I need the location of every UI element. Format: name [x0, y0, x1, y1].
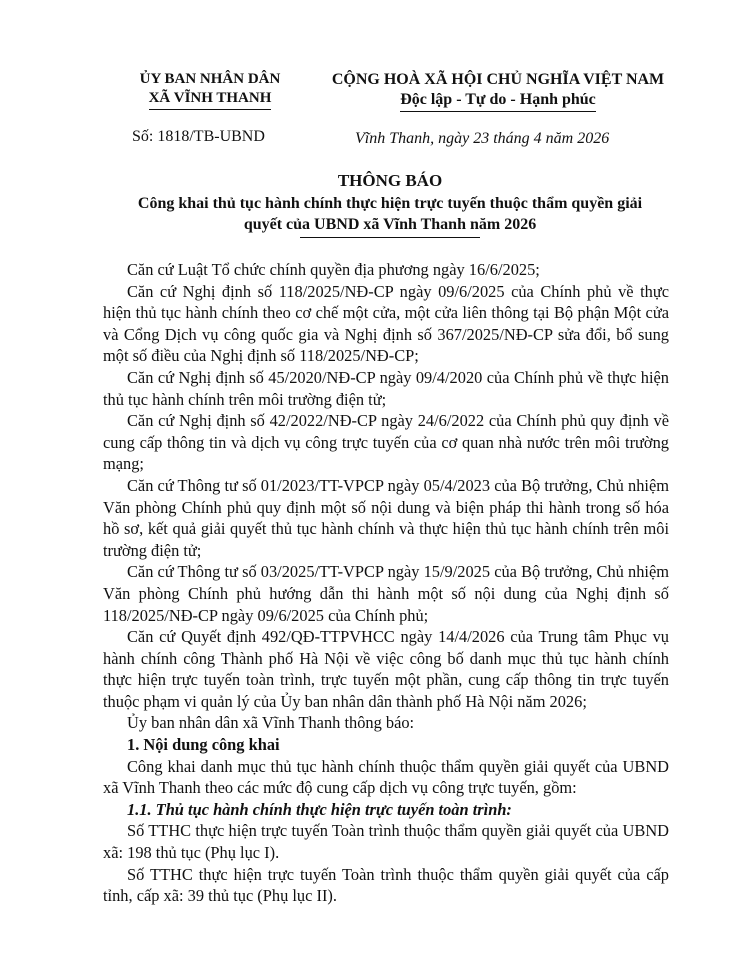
- national-header: [318, 70, 678, 112]
- paragraph: Ủy ban nhân dân xã Vĩnh Thanh thông báo:: [127, 713, 415, 733]
- document-subtitle: [100, 193, 680, 235]
- agency-line-1: ỦY BAN NHÂN DÂN: [139, 71, 281, 87]
- country-name: CỘNG HOÀ XÃ HỘI CHỦ NGHĨA VIỆT NAM: [331, 71, 665, 88]
- paragraph: Số TTHC thực hiện trực tuyến Toàn trình thuộc thẩm quyền giải quyết của cấp tỉnh, cấp xã: 39 thủ tục (Phụ lục II).: [103, 864, 669, 906]
- national-motto: Độc lập - Tự do - Hạnh phúc: [400, 90, 596, 112]
- paragraph: Căn cứ Nghị định số 42/2022/NĐ-CP ngày 24/6/2022 của Chính phủ quy định về cung cấp thông tin và dịch vụ công trực tuyến của cơ quan nhà nước trên môi trường mạng;: [103, 411, 669, 474]
- subtitle-line-2: quyết của UBND xã Vĩnh Thanh năm 2026: [243, 216, 537, 233]
- document-title: THÔNG BÁO: [337, 171, 443, 190]
- subtitle-line-1: Công khai thủ tục hành chính thực hiện trực tuyến thuộc thẩm quyền giải: [137, 195, 643, 212]
- paragraph: Căn cứ Thông tư số 03/2025/TT-VPCP ngày 15/9/2025 của Bộ trưởng, Chủ nhiệm Văn phòng Chính phủ hướng dẫn thi hành một số nội dung của Nghị định số 118/2025/NĐ-CP ngày 09/6/2025 của Chính phủ;: [103, 562, 669, 625]
- document-number: Số: 1818/TB-UBND: [132, 128, 265, 145]
- section-heading: 1. Nội dung công khai: [127, 735, 280, 755]
- paragraph: Căn cứ Nghị định số 45/2020/NĐ-CP ngày 09/4/2020 của Chính phủ về thực hiện thủ tục hành chính trên môi trường điện tử;: [103, 367, 669, 409]
- agency-line-2: XÃ VĨNH THANH: [149, 89, 272, 110]
- paragraph: Căn cứ Luật Tổ chức chính quyền địa phương ngày 16/6/2025;: [127, 260, 540, 279]
- date-line: Vĩnh Thanh, ngày 23 tháng 4 năm 2026: [355, 130, 610, 147]
- document-body: [103, 259, 669, 907]
- paragraph: Căn cứ Nghị định số 118/2025/NĐ-CP ngày 09/6/2025 của Chính phủ về thực hiện thủ tục hành chính theo cơ chế một cửa, một cửa liên thông tại Bộ phận Một cửa và Cổng Dịch vụ công quốc gia và Nghị định số 367/2025/NĐ-CP sửa đổi, bổ sung một số điều của Nghị định số 118/2025/NĐ-CP;: [103, 281, 669, 366]
- agency-header: [100, 70, 320, 110]
- subsection-heading: 1.1. Thủ tục hành chính thực hiện trực tuyến toàn trình:: [127, 799, 512, 819]
- paragraph: Căn cứ Thông tư số 01/2023/TT-VPCP ngày 05/4/2023 của Bộ trưởng, Chủ nhiệm Văn phòng Chính phủ quy định một số nội dung và biện pháp thi hành trong số hóa hồ sơ, kết quả giải quyết thủ tục hành chính và thực hiện thủ tục hành chính trên môi trường điện tử;: [103, 475, 669, 560]
- paragraph: Số TTHC thực hiện trực tuyến Toàn trình thuộc thẩm quyền giải quyết của UBND xã: 198 thủ tục (Phụ lục I).: [103, 821, 669, 863]
- title-divider: [300, 237, 480, 238]
- paragraph: Căn cứ Quyết định 492/QĐ-TTPVHCC ngày 14/4/2026 của Trung tâm Phục vụ hành chính công Thành phố Hà Nội về việc công bố danh mục thủ tục hành chính thực hiện trực tuyến toàn trình, trực tuyến một phần, cung cấp thông tin trực tuyến thuộc phạm vi quản lý của Ủy ban nhân dân thành phố Hà Nội năm 2026;: [103, 627, 669, 711]
- paragraph: Công khai danh mục thủ tục hành chính thuộc thẩm quyền giải quyết của UBND xã Vĩnh Thanh theo các mức độ cung cấp dịch vụ công trực tuyến, gồm:: [103, 756, 669, 798]
